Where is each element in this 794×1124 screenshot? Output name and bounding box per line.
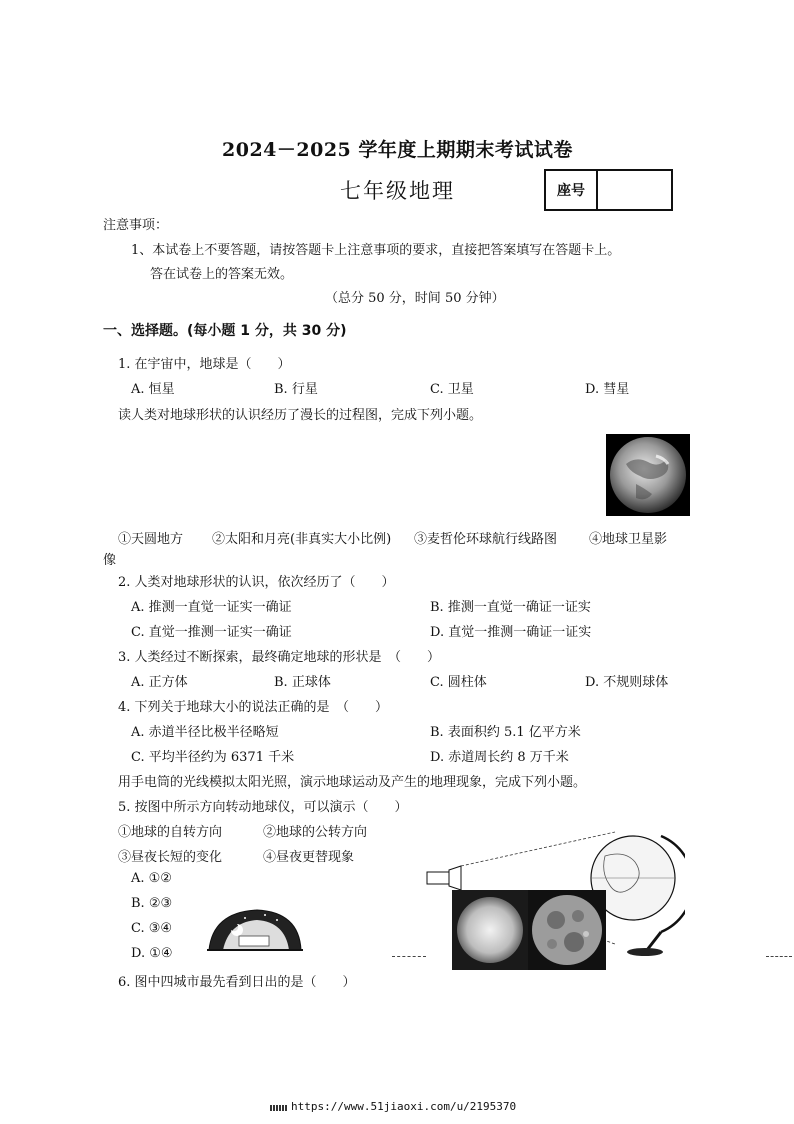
q3-option-c: C. 圆柱体: [430, 675, 487, 690]
q4-option-a: A. 赤道半径比极半径略短: [131, 725, 279, 740]
q2-stem: 2. 人类对地球形状的认识，依次经历了（ ）: [118, 575, 395, 590]
caption-3: ③麦哲伦环球航行线路图: [414, 532, 558, 547]
q5-option-b: B. ②③: [131, 896, 173, 911]
q4-option-d: D. 赤道周长约 8 万千米: [430, 750, 569, 765]
q3-stem: 3. 人类经过不断探索，最终确定地球的形状是 （ ）: [118, 650, 441, 665]
section-heading: 一、选择题。(每小题 1 分，共 30 分): [103, 323, 347, 339]
heaven-earth-dome-illustration: [205, 906, 305, 954]
q2-option-b: B. 推测一直觉一确证一证实: [430, 600, 591, 615]
notice-line-1: 1、本试卷上不要答题，请按答题卡上注意事项的要求，直接把答案填写在答题卡上。: [131, 243, 621, 258]
q2-option-d: D. 直觉一推测一确证一证实: [430, 625, 592, 640]
exam-title: 2024－2025 学年度上期期末考试试卷: [222, 139, 573, 161]
caption-2: ②太阳和月亮(非真实大小比例): [212, 532, 392, 547]
q4-stem: 4. 下列关于地球大小的说法正确的是 （ ）: [118, 700, 389, 715]
notice-heading: 注意事项：: [103, 218, 169, 233]
q1-stem: 1. 在宇宙中，地球是（ ）: [118, 357, 291, 372]
q5-statement-1: ①地球的自转方向: [118, 825, 223, 840]
q5-statement-3: ③昼夜长短的变化: [118, 850, 223, 865]
q1-option-d: D. 彗星: [585, 382, 630, 397]
watermark-logo: [270, 1105, 288, 1111]
q5-option-c: C. ③④: [131, 921, 173, 936]
seat-label: 座号: [546, 171, 598, 209]
q5-stem: 5. 按图中所示方向转动地球仪，可以演示（ ）: [118, 800, 408, 815]
intro-2: 用手电筒的光线模拟太阳光照，演示地球运动及产生的地理现象，完成下列小题。: [118, 775, 587, 790]
notice-line-2: 答在试卷上的答案无效。: [150, 267, 294, 282]
dashed-line-right: [766, 956, 792, 957]
q5-option-a: A. ①②: [131, 871, 172, 886]
q5-statement-2: ②地球的公转方向: [263, 825, 368, 840]
sun-image: [452, 890, 528, 970]
q3-option-a: A. 正方体: [131, 675, 188, 690]
caption-4-wrap: 像: [103, 553, 117, 568]
q4-option-b: B. 表面积约 5.1 亿平方米: [430, 725, 581, 740]
q1-option-a: A. 恒星: [131, 382, 175, 397]
seat-value-field[interactable]: [596, 171, 671, 209]
q3-option-b: B. 正球体: [274, 675, 331, 690]
q2-option-c: C. 直觉一推测一证实一确证: [131, 625, 292, 640]
seat-number-box: [544, 169, 673, 211]
q3-option-d: D. 不规则球体: [585, 675, 669, 690]
q1-option-c: C. 卫星: [430, 382, 474, 397]
dashed-line-left: [392, 956, 426, 957]
intro-1: 读人类对地球形状的认识经历了漫长的过程图，完成下列小题。: [118, 408, 483, 423]
moon-image: [528, 890, 606, 970]
q1-option-b: B. 行星: [274, 382, 318, 397]
q2-option-a: A. 推测一直觉一证实一确证: [131, 600, 292, 615]
score-time: （总分 50 分，时间 50 分钟）: [325, 291, 505, 306]
q4-option-c: C. 平均半径约为 6371 千米: [131, 750, 295, 765]
q5-statement-4: ④昼夜更替现象: [263, 850, 355, 865]
exam-subtitle: 七年级地理: [340, 179, 455, 203]
earth-satellite-image: [606, 434, 690, 516]
q5-option-d: D. ①④: [131, 946, 173, 961]
caption-1: ①天圆地方: [118, 532, 184, 547]
caption-4: ④地球卫星影: [589, 532, 668, 547]
q6-stem: 6. 图中四城市最先看到日出的是（ ）: [118, 975, 356, 990]
footer-url[interactable]: https://www.51jiaoxi.com/u/2195370: [291, 1100, 517, 1113]
